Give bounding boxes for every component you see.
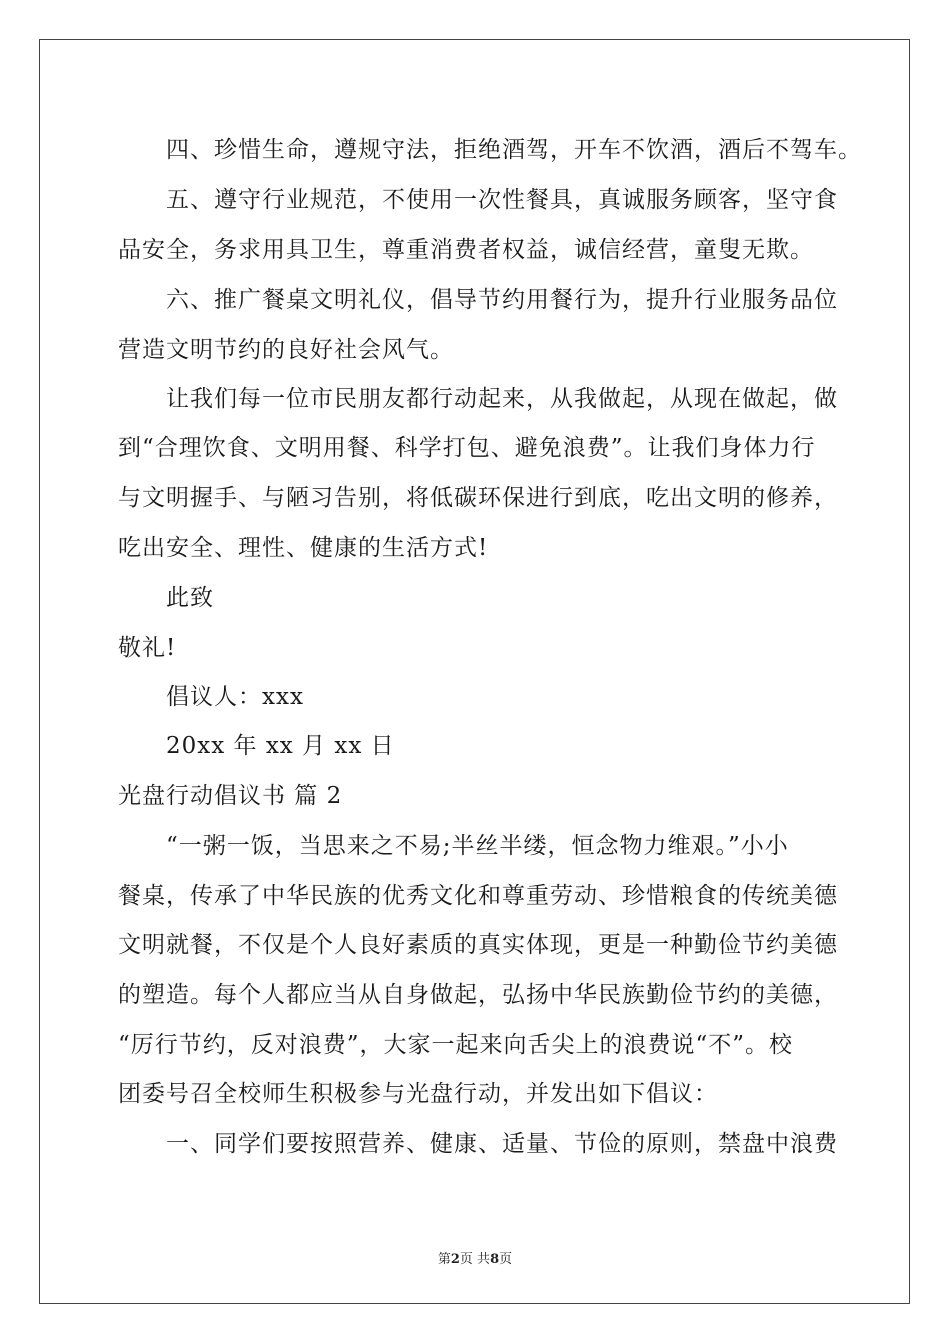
paragraph-line: 让我们每一位市民朋友都行动起来，从我做起，从现在做起，做 bbox=[166, 386, 838, 412]
closing-regards: 敬礼! bbox=[118, 635, 177, 661]
paragraph-line: 与文明握手、与陋习告别，将低碳环保进行到底，吃出文明的修养， bbox=[118, 485, 838, 511]
paragraph-line: 文明就餐，不仅是个人良好素质的真实体现，更是一种勤俭节约美德 bbox=[118, 932, 838, 958]
paragraph-line: 的塑造。每个人都应当从自身做起，弘扬中华民族勤俭节约的美德， bbox=[118, 982, 838, 1008]
paragraph-line: 一、同学们要按照营养、健康、适量、节俭的原则，禁盘中浪费 bbox=[166, 1131, 838, 1157]
paragraph-line: 品安全，务求用具卫生，尊重消费者权益，诚信经营，童叟无欺。 bbox=[118, 237, 814, 263]
page-border bbox=[39, 39, 910, 1304]
date-line: 20xx 年 xx 月 xx 日 bbox=[166, 733, 395, 759]
footer-page-total: 8 bbox=[490, 1252, 500, 1267]
footer-page-suffix: 页 bbox=[499, 1252, 513, 1267]
paragraph-line: 六、推广餐桌文明礼仪，倡导节约用餐行为，提升行业服务品位 bbox=[166, 287, 838, 313]
footer-page-number: 2 bbox=[450, 1252, 460, 1267]
paragraph-line: 团委号召全校师生积极参与光盘行动，并发出如下倡议： bbox=[118, 1081, 718, 1107]
page-footer bbox=[0, 1248, 950, 1267]
paragraph-line: 吃出安全、理性、健康的生活方式! bbox=[118, 535, 489, 561]
paragraph-line: 五、遵守行业规范，不使用一次性餐具，真诚服务顾客，坚守食 bbox=[166, 187, 838, 213]
paragraph-line: 四、珍惜生命，遵规守法，拒绝酒驾，开车不饮酒，酒后不驾车。 bbox=[166, 137, 862, 163]
footer-page-prefix: 第 bbox=[437, 1252, 451, 1267]
closing-salutation: 此致 bbox=[166, 585, 214, 611]
paragraph-line: 营造文明节约的良好社会风气。 bbox=[118, 337, 454, 363]
section-title: 光盘行动倡议书 篇 2 bbox=[118, 783, 343, 809]
footer-page-mid: 页 共 bbox=[459, 1252, 491, 1267]
paragraph-line: 到“合理饮食、文明用餐、科学打包、避免浪费”。让我们身体力行 bbox=[118, 435, 816, 461]
paragraph-line: “一粥一饭，当思来之不易;半丝半缕，恒念物力维艰。”小小 bbox=[166, 833, 789, 859]
proposer-line: 倡议人：xxx bbox=[166, 684, 304, 710]
paragraph-line: “厉行节约，反对浪费”，大家一起来向舌尖上的浪费说“不”。校 bbox=[118, 1032, 794, 1058]
paragraph-line: 餐桌，传承了中华民族的优秀文化和尊重劳动、珍惜粮食的传统美德 bbox=[118, 883, 838, 909]
